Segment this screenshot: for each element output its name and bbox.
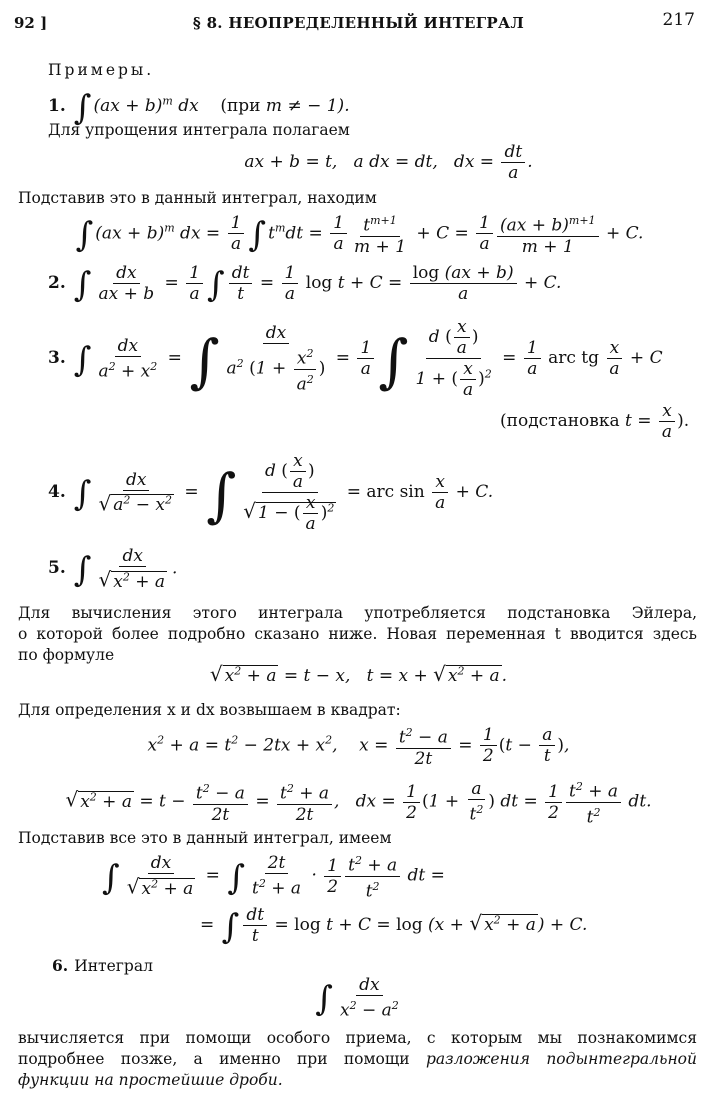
example-6-text: Интеграл bbox=[74, 957, 153, 975]
paragraph: по формуле bbox=[18, 646, 115, 664]
paragraph bbox=[18, 1070, 699, 1090]
note-text: (подстановка bbox=[500, 411, 620, 431]
example-number: 6. bbox=[52, 956, 69, 975]
integral-result-line-1: ∫ $\frac{dx}{√ x^2 + a}$ = ∫ $\frac{2t}{t^2 + a}$ · $\frac{1}{2}$ $\frac{t^2 + a}{t^2}$ dt = bbox=[102, 853, 445, 902]
example-3: 3. ∫ $\frac{dx}{a^2 + x^2}$ = ∫ dx $a^2$ (1 + $\frac{x^2}{a^2}$ ) = $\frac{1}{a}$ ∫ d ( $\frac{x}{a}$ ) 1 + ( $\frac{x}{a}$ )$^2$ = $\frac{1}{a}$ arc tg $\frac{x}{a}$ + C bbox=[48, 317, 663, 400]
example-6 bbox=[52, 956, 699, 976]
example-number: 1. bbox=[48, 96, 66, 116]
squared-equation: $x^2 + a = t^2 - 2tx + x^2$, x = $\frac{t^2 - a}{2t}$ = $\frac{1}{2}$ (t − $\frac{a}{t}$ ), bbox=[147, 725, 570, 769]
paragraph: Подставив все это в данный интеграл, имеем bbox=[18, 829, 392, 847]
example-number: 4. bbox=[48, 482, 66, 502]
text-span: подробнее позже, а именно при помощи bbox=[18, 1050, 410, 1068]
example-number: 5. bbox=[48, 558, 66, 579]
example-5: 5. ∫ $\frac{dx}{√ x^2 + a}$ . bbox=[48, 546, 178, 592]
paragraph: Подставив это в данный интеграл, находим bbox=[18, 189, 377, 207]
emphasis: разложения подынтегральной bbox=[425, 1050, 697, 1068]
substitution-equation: ax + b = t, a dx = dt, dx = $\frac{dt}{a}$ . bbox=[244, 142, 533, 183]
example-4: 4. ∫ $\frac{dx}{√ a^2 - x^2}$ = ∫ d ( $\frac{x}{a}$ ) √ 1 − ( $\frac{x}{a}$ )$^2$ = arc sin $\frac{x}{a}$ + C. bbox=[48, 451, 494, 534]
root-and-dx-equation: √ $x^2 + a = t$ − $\frac{t^2 - a}{2t}$ = $\frac{t^2 + a}{2t}$ , dx = $\frac{1}{2}$ (1 + $\frac{a}{t^2}$ ) dt = $\frac{1}{2}$ $\frac{t^2 + a}{t^2}$ dt. bbox=[65, 779, 652, 828]
paragraph: о которой более подробно сказано ниже. Новая переменная t вводится здесь bbox=[18, 625, 697, 643]
page-number: 217 bbox=[662, 10, 695, 30]
paragraph: Для определения x и dx возвышаем в квадрат: bbox=[18, 701, 401, 719]
example-6-integral: ∫ $\frac{dx}{x^2 - a^2}$ bbox=[315, 975, 399, 1021]
example-1: 1. ∫ (ax + b)$^m$ dx (при m ≠ − 1). bbox=[48, 88, 350, 128]
substitution-note: (подстановка t = $\frac{x}{a}$ ). bbox=[500, 401, 690, 442]
condition-expr: m ≠ − 1). bbox=[265, 96, 350, 116]
example-2: 2. ∫ $\frac{dx}{ax + b}$ = $\frac{1}{a}$ ∫ $\frac{dt}{t}$ = $\frac{1}{a}$ log t + C = $\frac{\log (ax + b)}{a}$ + C. bbox=[48, 263, 562, 305]
equation-1-result: ∫ (ax + b)$^m$ dx = $\frac{1}{a}$ ∫ $t^mdt$ = $\frac{1}{a}$ $\frac{t^{m+1}}{m + 1}$ + C = $\frac{1}{a}$ $\frac{(ax + b)^{m+1}}{m + 1}$ + C. bbox=[75, 213, 644, 257]
example-number: 2. bbox=[48, 273, 66, 293]
paragraph: Для вычисления этого интеграла употребляется подстановка Эйлера, bbox=[18, 604, 697, 622]
examples-heading: Примеры. bbox=[48, 61, 155, 79]
condition-text: (при bbox=[220, 96, 261, 116]
paragraph: вычисляется при помощи особого приема, с которым мы познакомимся bbox=[18, 1029, 697, 1047]
running-title: § 8. НЕОПРЕДЕЛЕННЫЙ ИНТЕГРАЛ bbox=[192, 14, 525, 32]
integral-result-line-2: = ∫ $\frac{dt}{t}$ = log t + C = log (x + √ $x^2 + a$ ) + C. bbox=[200, 905, 588, 947]
paragraph bbox=[18, 1049, 697, 1069]
emphasis: функции на простейшие дроби. bbox=[18, 1071, 283, 1089]
paragraph: Для упрощения интеграла полагаем bbox=[48, 121, 350, 139]
margin-number: 92 ] bbox=[14, 14, 48, 32]
euler-substitution: √ $x^2 + a = t - x$, t = x + √ $x^2 + a$ . bbox=[209, 662, 508, 686]
example-number: 3. bbox=[48, 348, 66, 368]
